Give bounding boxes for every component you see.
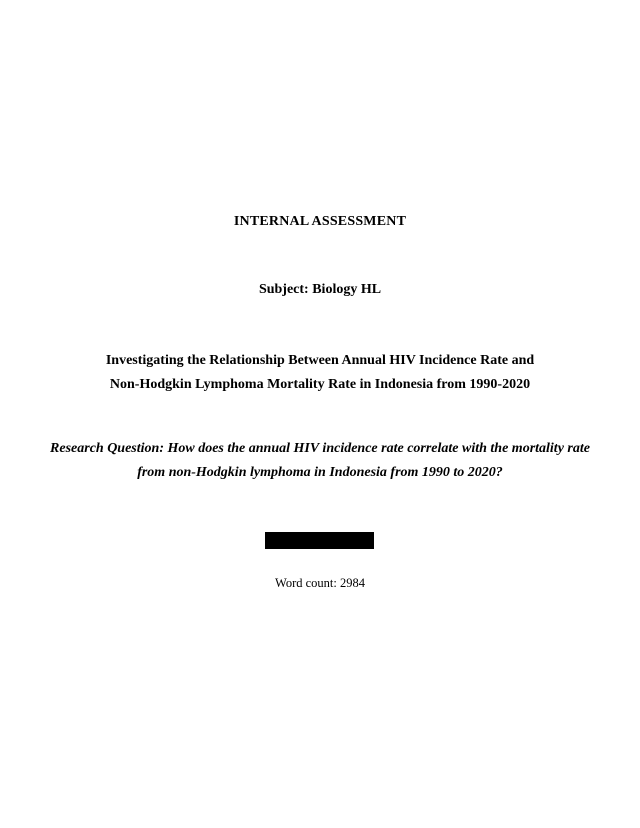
document-heading: INTERNAL ASSESSMENT — [233, 214, 407, 229]
word-count — [0, 575, 640, 591]
word-count-label: Word count: — [275, 576, 337, 590]
research-question — [0, 437, 640, 485]
title-line-2: Non-Hodgkin Lymphoma Mortality Rate in Indonesia from 1990-2020 — [109, 377, 531, 392]
redacted-author-name-bar — [265, 532, 374, 549]
document-title — [0, 349, 640, 397]
word-count-value: 2984 — [339, 576, 365, 590]
title-line-1: Investigating the Relationship Between Annual HIV Incidence Rate and — [105, 353, 535, 368]
subject-line: Subject: Biology HL — [258, 282, 382, 297]
research-question-line-2: from non-Hodgkin lymphoma in Indonesia from 1990 to 2020? — [137, 465, 503, 480]
research-question-line-1: Research Question: How does the annual HIV incidence rate correlate with the mortality rate — [50, 441, 590, 456]
